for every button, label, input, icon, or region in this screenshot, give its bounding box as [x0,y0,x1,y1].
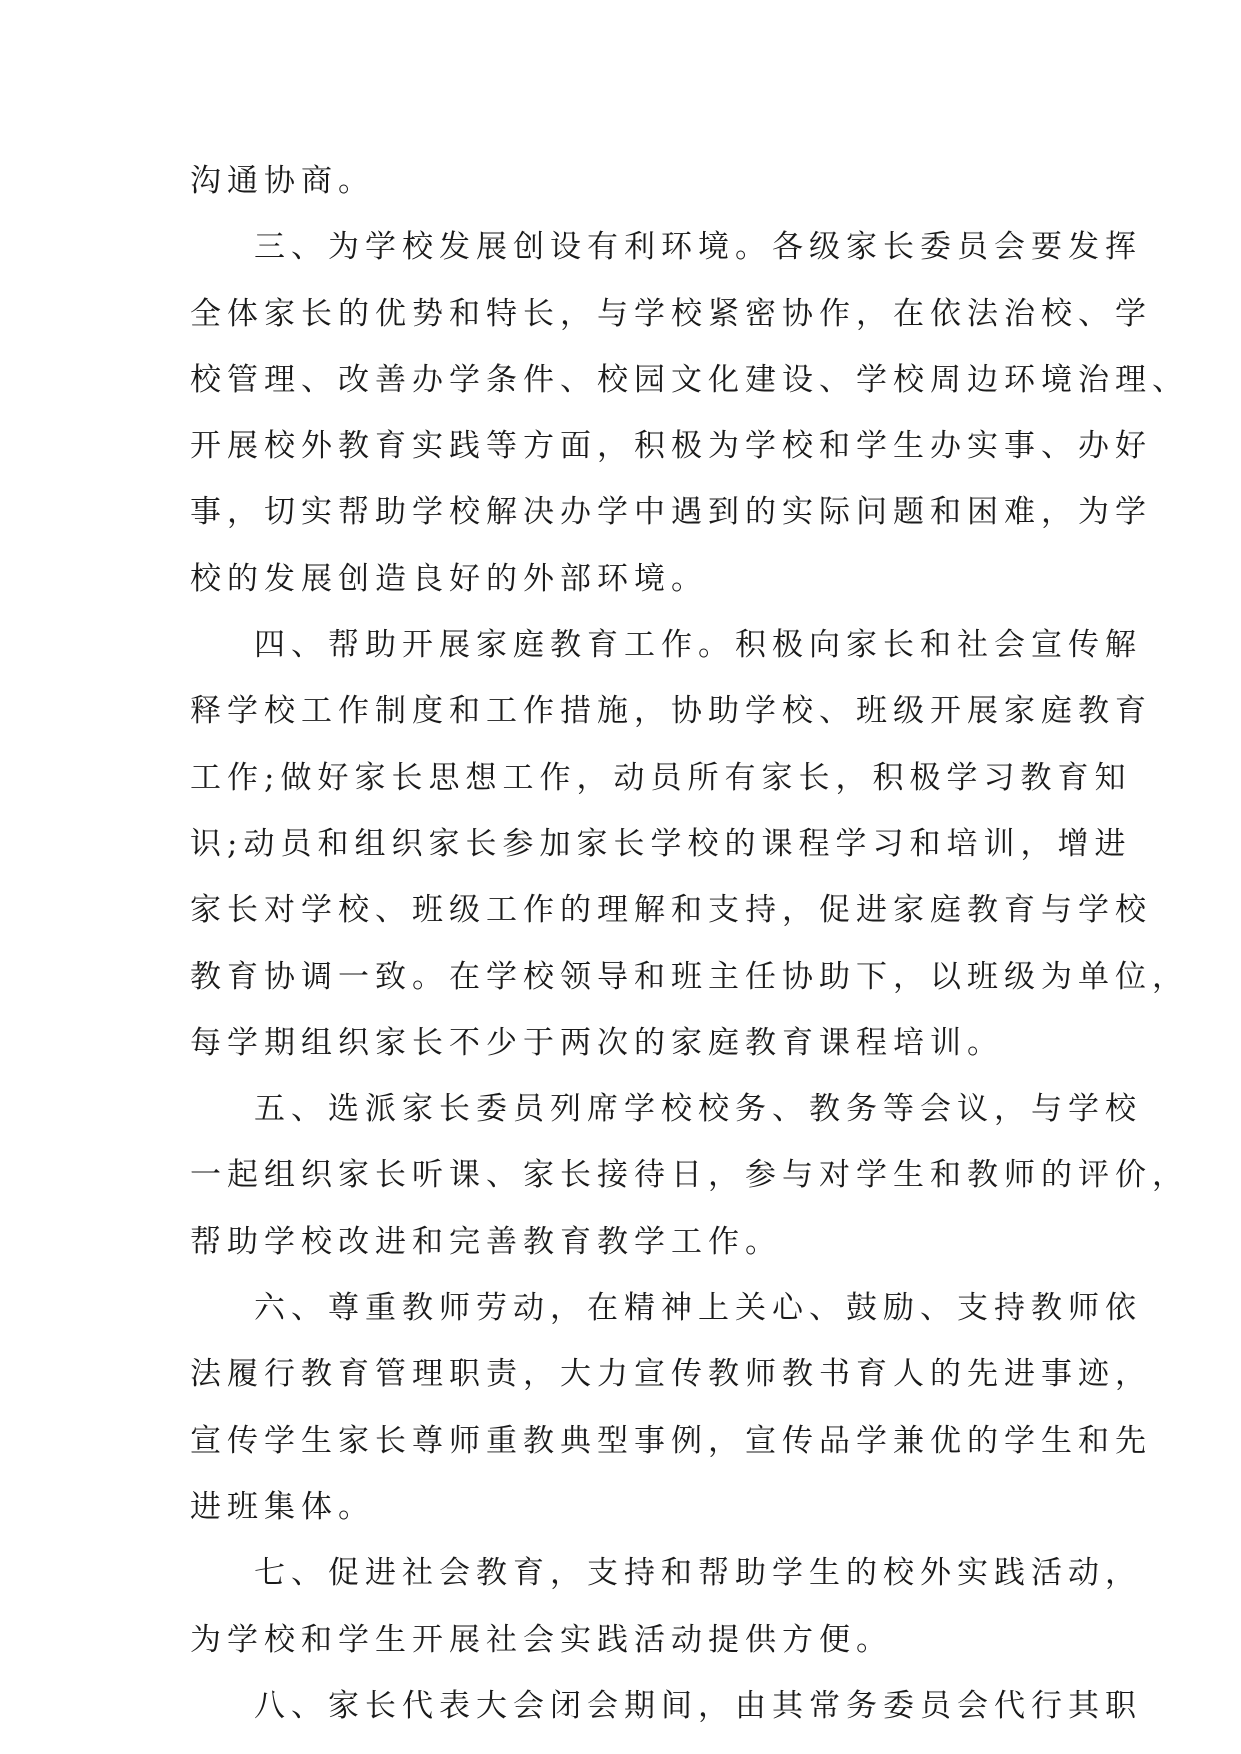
text-line: 三、为学校发展创设有利环境。各级家长委员会要发挥 [254,229,1142,266]
text-line: 为学校和学生开展社会实践活动提供方便。 [190,1621,893,1658]
text-line: 八、家长代表大会闭会期间，由其常务委员会代行其职 [254,1687,1142,1724]
text-line: 开展校外教育实践等方面，积极为学校和学生办实事、办好 [190,428,1152,465]
text-line: 五、选派家长委员列席学校校务、教务等会议，与学校 [254,1091,1142,1128]
text-line: 每学期组织家长不少于两次的家庭教育课程培训。 [190,1024,1004,1061]
document-body [190,148,1189,1739]
text-line: 一起组织家长听课、家长接待日，参与对学生和教师的评价， [190,1157,1189,1194]
text-line: 全体家长的优势和特长，与学校紧密协作，在依法治校、学 [190,295,1152,332]
text-line: 工作;做好家长思想工作，动员所有家长，积极学习教育知 [190,759,1132,796]
text-line: 校的发展创造良好的外部环境。 [190,560,708,597]
text-line: 教育协调一致。在学校领导和班主任协助下，以班级为单位， [190,958,1189,995]
text-line: 帮助学校改进和完善教育教学工作。 [190,1223,782,1260]
text-line: 识;动员和组织家长参加家长学校的课程学习和培训，增进 [190,825,1132,862]
text-line: 宣传学生家长尊师重教典型事例，宣传品学兼优的学生和先 [190,1422,1152,1459]
text-line: 四、帮助开展家庭教育工作。积极向家长和社会宣传解 [254,627,1142,664]
text-line: 六、尊重教师劳动，在精神上关心、鼓励、支持教师依 [254,1290,1142,1327]
text-line: 沟通协商。 [190,163,375,199]
text-line: 进班集体。 [190,1488,375,1525]
text-line: 七、促进社会教育，支持和帮助学生的校外实践活动， [254,1555,1142,1592]
text-line: 校管理、改善办学条件、校园文化建设、学校周边环境治理、 [190,361,1189,398]
text-line: 释学校工作制度和工作措施，协助学校、班级开展家庭教育 [190,693,1152,730]
text-line: 家长对学校、班级工作的理解和支持，促进家庭教育与学校 [190,892,1152,929]
text-line: 法履行教育管理职责，大力宣传教师教书育人的先进事迹， [190,1356,1152,1393]
text-line: 事，切实帮助学校解决办学中遇到的实际问题和困难，为学 [190,494,1152,531]
